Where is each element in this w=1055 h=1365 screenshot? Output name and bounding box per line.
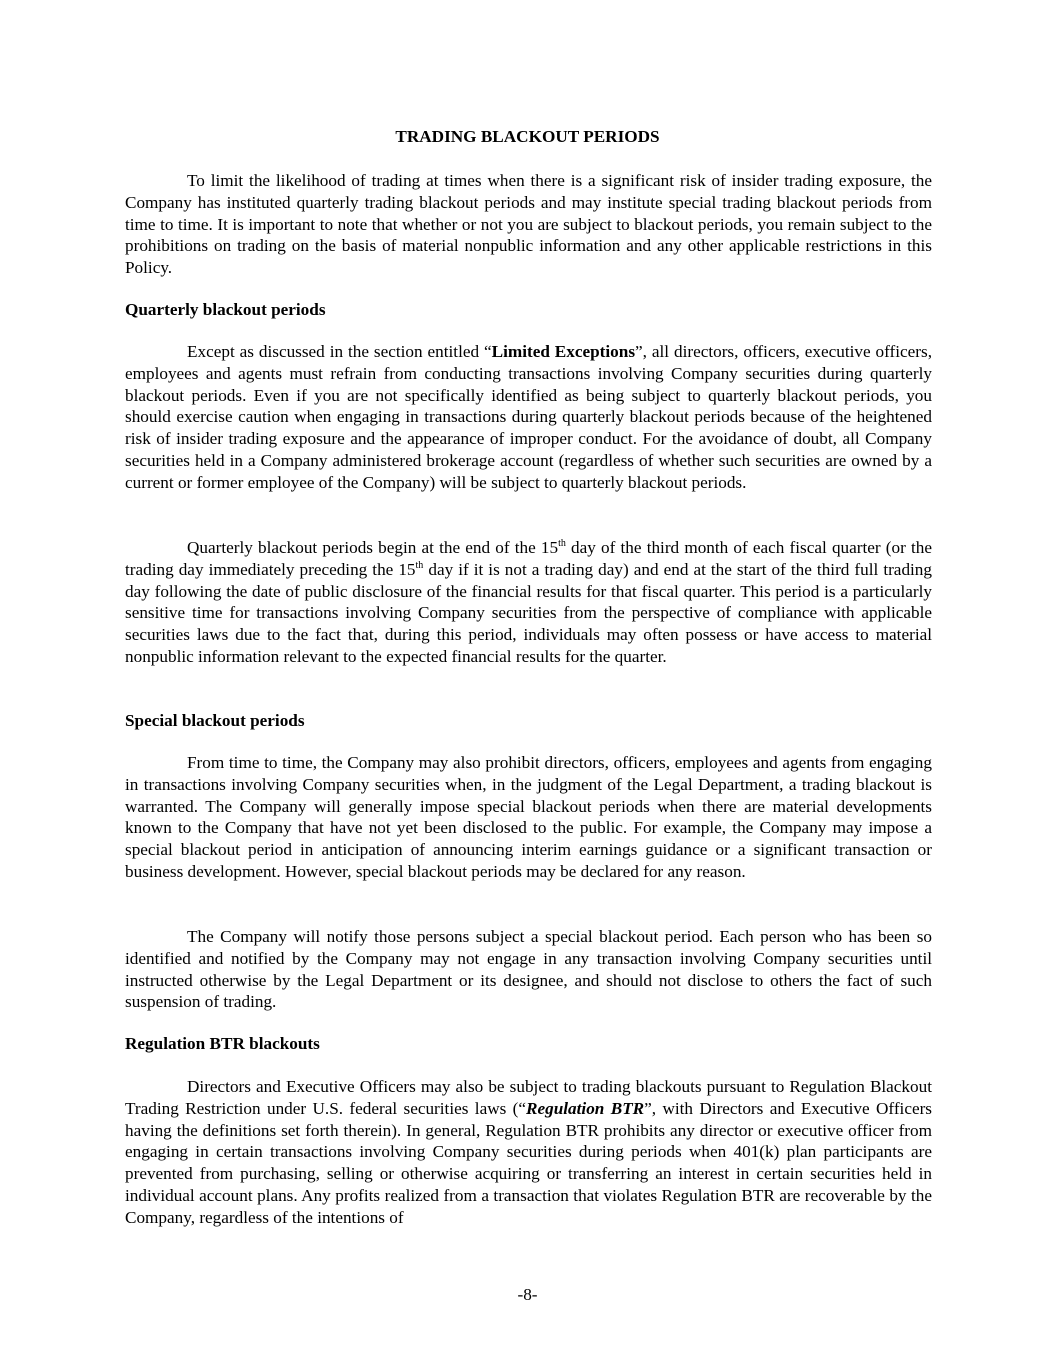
special-heading: Special blackout periods	[125, 711, 305, 730]
quarterly-p2-text-b: day of the third month of each fiscal quarter (or the trading day immediately preceding the 15	[125, 538, 932, 579]
special-paragraph-1: From time to time, the Company may also prohibit directors, officers, employees and agents from engaging in transactions involving Company securities when, in the judgment of the Legal Department, a trading blackout is warranted. The Company will generally impose special blackout periods when there are material developments known to the Company that have not yet been disclosed to the public. For example, the Company may impose a special blackout period in anticipation of announcing interim earnings guidance or a significant transaction or business development. However, special blackout periods may be declared for any reason.	[125, 753, 932, 881]
quarterly-paragraph-2	[125, 537, 932, 668]
special-paragraph-2: The Company will notify those persons subject a special blackout period. Each person who has been so identified and notified by the Company may not engage in any transaction involving Company securities until instructed otherwise by the Legal Department or its designee, and should not disclose to others the fact of such suspension of trading.	[125, 927, 932, 1012]
quarterly-p2-text-c: day if it is not a trading day) and end at the start of the third full trading day following the date of public disclosure of the financial results for that fiscal quarter. This period is a particularly sensitive time for transactions involving Company securities from the perspective of compliance with applicable securities laws due to the fact that, during this period, individuals may often possess or have access to material nonpublic information relevant to the expected financial results for the quarter.	[125, 559, 932, 666]
limited-exceptions-term: Limited Exceptions	[491, 342, 636, 361]
page-number: -8-	[517, 1285, 538, 1304]
intro-paragraph: To limit the likelihood of trading at times when there is a significant risk of insider trading exposure, the Company has instituted quarterly trading blackout periods and may institute special trading blackout periods from time to time. It is important to note that whether or not you are subject to blackout periods, you remain subject to the prohibitions on trading on the basis of material nonpublic information and any other applicable restrictions in this Policy.	[125, 171, 932, 278]
ordinal-suffix: th	[558, 538, 566, 549]
btr-p1-text-a: Directors and Executive Officers may also be subject to trading blackouts pursuant to Regulation Blackout Trading Restriction under U.S. federal securities laws (“	[125, 1077, 932, 1118]
btr-p1-text-b: ”, with Directors and Executive Officers having the definitions set forth therein). In general, Regulation BTR prohibits any director or executive officer from engaging in certain transactions involving Company securities during periods when 401(k) plan participants are prevented from purchasing, selling or otherwise acquiring or transferring an interest in certain securities held in individual account plans. Any profits realized from a transaction that violates Regulation BTR are recoverable by the Company, regardless of the intentions of	[125, 1098, 932, 1227]
btr-paragraph-1	[125, 1076, 932, 1229]
btr-heading: Regulation BTR blackouts	[125, 1034, 320, 1053]
page-title: TRADING BLACKOUT PERIODS	[395, 127, 660, 146]
quarterly-p1-text-a: Except as discussed in the section entitled “	[187, 342, 492, 361]
quarterly-p2-text-a: Quarterly blackout periods begin at the end of the 15	[187, 538, 559, 557]
ordinal-suffix: th	[415, 559, 424, 571]
regulation-btr-term: Regulation BTR	[526, 1098, 645, 1118]
quarterly-paragraph-1	[125, 341, 932, 494]
quarterly-p1-text-b: ”, all directors, officers, executive officers, employees and agents must refrain from conducting transactions involving Company securities during quarterly blackout periods. Even if you are not specifically identified as being subject to quarterly blackout periods, you should exercise caution when engaging in transactions during quarterly blackout periods because of the heightened risk of insider trading exposure and the appearance of improper conduct. For the avoidance of doubt, all Company securities held in a Company administered brokerage account (regardless of whether such securities are owned by a current or former employee of the Company) will be subject to quarterly blackout periods.	[125, 342, 932, 492]
quarterly-heading: Quarterly blackout periods	[125, 300, 326, 319]
